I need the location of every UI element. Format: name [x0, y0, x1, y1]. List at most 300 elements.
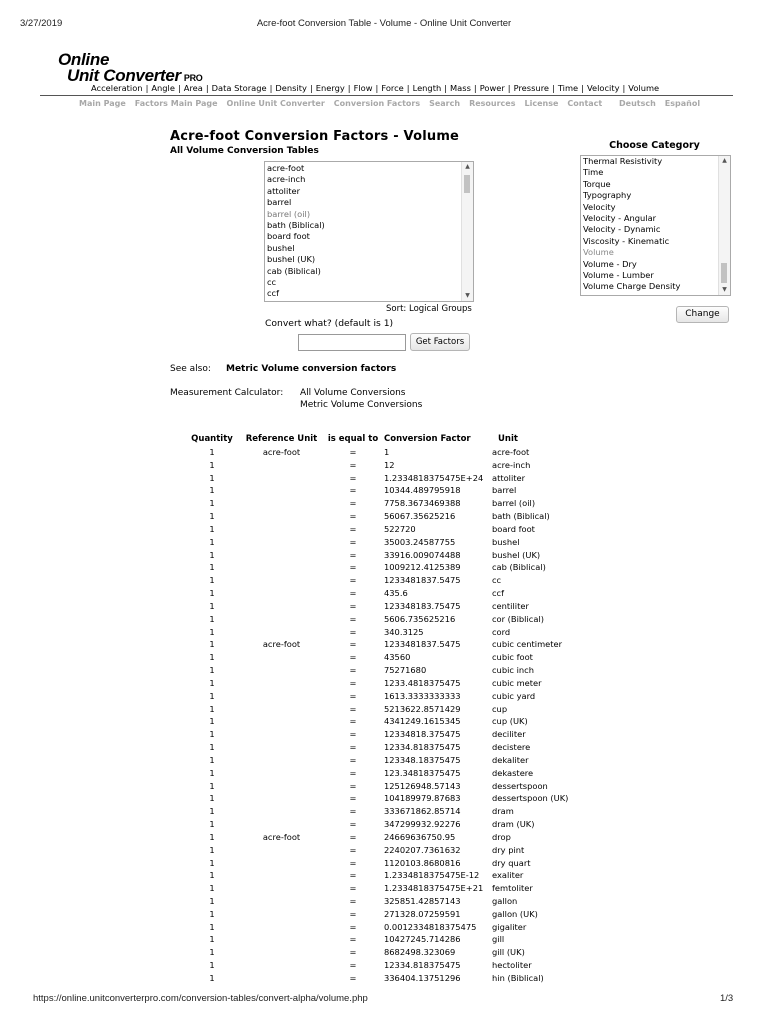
conversion-factor-cell: 5606.735625216: [384, 613, 456, 624]
language-link-1[interactable]: Español: [664, 99, 701, 108]
category-option[interactable]: Volume - Dry: [583, 258, 637, 269]
unit-option[interactable]: barrel: [267, 197, 292, 208]
category-link-data-storage[interactable]: Data Storage: [211, 83, 267, 93]
unit-cell: bushel: [492, 536, 520, 547]
equals-cell: =: [349, 498, 357, 509]
reference-unit-cell: [239, 741, 324, 754]
conversion-factor-cell: 271328.07259591: [384, 908, 461, 919]
conversion-factor-cell: 75271680: [384, 665, 427, 676]
main-nav-link-main-page[interactable]: Main Page: [79, 99, 126, 108]
unit-list-scrollbar[interactable]: [461, 162, 473, 301]
category-list-scrollbar[interactable]: [718, 156, 730, 295]
change-button[interactable]: Change: [676, 306, 729, 323]
table-row: [185, 933, 618, 946]
conversion-factor-cell: 12: [384, 459, 395, 470]
equals-cell: =: [349, 703, 357, 714]
conversion-factor-cell: 522720: [384, 523, 416, 534]
table-row: [185, 818, 618, 831]
unit-cell: dry quart: [492, 857, 531, 868]
table-row: [185, 754, 618, 767]
nav-separator: |: [406, 83, 410, 93]
category-link-angle[interactable]: Angle: [151, 83, 175, 93]
quantity-cell: 1: [209, 652, 215, 663]
unit-option[interactable]: bushel (UK): [267, 254, 316, 265]
table-row: [185, 728, 618, 741]
header-conversion-factor: Conversion Factor: [384, 434, 471, 444]
see-also-label: See also:: [170, 364, 211, 374]
unit-cell: gallon (UK): [492, 908, 538, 919]
table-row: [185, 921, 618, 934]
unit-option[interactable]: attoliter: [267, 185, 301, 196]
table-header-row: [185, 432, 618, 446]
equals-cell: =: [349, 511, 357, 522]
table-row: [185, 857, 618, 870]
category-nav: [91, 83, 659, 93]
print-url: https://online.unitconverterpro.com/conversion-tables/convert-alpha/volume.php: [33, 993, 368, 1004]
unit-cell: exaliter: [492, 870, 524, 881]
quantity-cell: 1: [209, 819, 215, 830]
unit-option[interactable]: barrel (oil): [267, 208, 311, 219]
equals-cell: =: [349, 472, 357, 483]
table-row: [185, 844, 618, 857]
unit-cell: drop: [492, 831, 511, 842]
scroll-down-icon[interactable]: ▼: [722, 286, 727, 293]
table-row: [185, 459, 618, 472]
reference-unit-cell: [239, 946, 324, 959]
reference-unit-cell: [239, 908, 324, 921]
category-option[interactable]: Torque: [583, 178, 611, 189]
conversion-factor-cell: 5213622.8571429: [384, 703, 461, 714]
table-row: [185, 626, 618, 639]
main-nav-link-conversion-factors[interactable]: Conversion Factors: [333, 99, 421, 108]
nav-separator: |: [347, 83, 351, 93]
quantity-cell: 1: [209, 472, 215, 483]
equals-cell: =: [349, 883, 357, 894]
equals-cell: =: [349, 806, 357, 817]
unit-cell: deciliter: [492, 729, 526, 740]
table-row: [185, 549, 618, 562]
quantity-cell: 1: [209, 921, 215, 932]
table-row: [185, 690, 618, 703]
scroll-up-icon[interactable]: ▲: [465, 163, 470, 170]
table-row: [185, 510, 618, 523]
unit-cell: acre-inch: [492, 459, 531, 470]
category-link-pressure[interactable]: Pressure: [513, 83, 550, 93]
table-row: [185, 536, 618, 549]
unit-cell: cor (Biblical): [492, 613, 544, 624]
quantity-cell: 1: [209, 703, 215, 714]
unit-cell: dekaliter: [492, 754, 529, 765]
nav-separator: |: [581, 83, 584, 93]
quantity-cell: 1: [209, 729, 215, 740]
unit-cell: gill: [492, 934, 505, 945]
reference-unit-cell: [239, 767, 324, 780]
conversion-factor-cell: 347299932.92276: [384, 819, 461, 830]
unit-cell: dram: [492, 806, 514, 817]
category-link-area[interactable]: Area: [183, 83, 203, 93]
unit-cell: cubic meter: [492, 677, 542, 688]
table-row: [185, 574, 618, 587]
metric-volume-conversions-link[interactable]: Metric Volume Conversions: [300, 400, 423, 410]
category-link-power[interactable]: Power: [479, 83, 505, 93]
reference-unit-cell: acre-foot: [262, 447, 301, 457]
equals-cell: =: [349, 742, 357, 753]
table-row: [185, 677, 618, 690]
conversion-factor-cell: 0.0012334818375475: [384, 921, 477, 932]
quantity-cell: 1: [209, 459, 215, 470]
conversion-factor-cell: 1120103.8680816: [384, 857, 461, 868]
conversion-factor-cell: 7758.3673469388: [384, 498, 461, 509]
header-reference-unit: Reference Unit: [245, 434, 318, 444]
nav-separator: |: [177, 83, 181, 93]
equals-cell: =: [349, 575, 357, 586]
equals-cell: =: [349, 447, 357, 457]
equals-cell: =: [349, 588, 357, 599]
table-row: [185, 869, 618, 882]
conversion-factor-cell: 56067.35625216: [384, 511, 456, 522]
unit-option[interactable]: bath (Biblical): [267, 220, 325, 231]
category-listbox[interactable]: [580, 155, 731, 296]
table-row: [185, 497, 618, 510]
unit-cell: barrel (oil): [492, 498, 536, 509]
quantity-cell: 1: [209, 562, 215, 573]
quantity-cell: 1: [209, 883, 215, 894]
unit-cell: cord: [492, 626, 511, 637]
unit-option[interactable]: board foot: [267, 231, 310, 242]
main-nav-link-license[interactable]: License: [524, 99, 559, 108]
quantity-cell: 1: [209, 780, 215, 791]
main-nav-link-contact[interactable]: Contact: [567, 99, 603, 108]
metric-volume-link[interactable]: Metric Volume conversion factors: [226, 364, 397, 374]
conversion-factor-cell: 123.34818375475: [384, 767, 461, 778]
conversion-factor-cell: 125126948.57143: [384, 780, 461, 791]
equals-cell: =: [349, 793, 357, 804]
conversion-factor-cell: 1.2334818375475E+24: [384, 472, 484, 483]
equals-cell: =: [349, 754, 357, 765]
quantity-cell: 1: [209, 536, 215, 547]
category-link-force[interactable]: Force: [381, 83, 404, 93]
equals-cell: =: [349, 960, 357, 971]
table-row: [185, 972, 618, 985]
category-option[interactable]: Velocity: [583, 201, 616, 212]
reference-unit-cell: [239, 613, 324, 626]
quantity-cell: 1: [209, 498, 215, 509]
category-link-time[interactable]: Time: [557, 83, 579, 93]
unit-option[interactable]: ccf: [267, 288, 280, 299]
conversion-factor-cell: 1.2334818375475E-12: [384, 870, 480, 881]
conversion-factor-cell: 12334.818375475: [384, 742, 461, 753]
table-row: [185, 715, 618, 728]
sort-label[interactable]: Sort: Logical Groups: [386, 304, 472, 314]
category-link-acceleration[interactable]: Acceleration: [91, 83, 143, 93]
equals-cell: =: [349, 921, 357, 932]
quantity-cell: 1: [209, 626, 215, 637]
quantity-cell: 1: [209, 639, 215, 650]
convert-label: Convert what? (default is 1): [265, 318, 394, 329]
unit-cell: hectoliter: [492, 960, 532, 971]
table-row: [185, 703, 618, 716]
reference-unit-cell: [239, 869, 324, 882]
quantity-cell: 1: [209, 523, 215, 534]
nav-separator: |: [473, 83, 477, 93]
table-row: [185, 561, 618, 574]
reference-unit-cell: [239, 459, 324, 472]
conversion-factor-cell: 10344.489795918: [384, 485, 461, 496]
reference-unit-cell: [239, 664, 324, 677]
reference-unit-cell: [239, 703, 324, 716]
unit-option[interactable]: cab (Biblical): [267, 265, 321, 276]
language-link-0[interactable]: Deutsch: [619, 99, 656, 108]
table-row: [185, 882, 618, 895]
table-row: [185, 472, 618, 485]
conversion-factor-cell: 336404.13751296: [384, 972, 461, 983]
quantity-cell: 1: [209, 831, 215, 842]
unit-option[interactable]: acre-inch: [267, 174, 306, 185]
reference-unit-cell: [239, 600, 324, 613]
unit-cell: ccf: [492, 588, 505, 599]
convert-amount-input[interactable]: [298, 334, 406, 351]
conversion-factor-cell: 325851.42857143: [384, 895, 461, 906]
category-option[interactable]: Volume Charge Density: [583, 281, 681, 292]
unit-cell: dessertspoon: [492, 780, 548, 791]
conversion-factor-cell: 1.2334818375475E+21: [384, 883, 484, 894]
reference-unit-cell: [239, 690, 324, 703]
unit-listbox[interactable]: [264, 161, 474, 302]
table-row: [185, 638, 618, 651]
equals-cell: =: [349, 895, 357, 906]
unit-option[interactable]: bushel: [267, 242, 295, 253]
table-row: [185, 946, 618, 959]
equals-cell: =: [349, 690, 357, 701]
category-option[interactable]: Velocity - Angular: [583, 213, 657, 224]
unit-cell: cubic centimeter: [492, 639, 563, 650]
conversion-factor-cell: 1233481837.5475: [384, 575, 461, 586]
table-row: [185, 767, 618, 780]
equals-cell: =: [349, 652, 357, 663]
unit-cell: dram (UK): [492, 819, 535, 830]
conversion-factor-cell: 1233481837.5475: [384, 639, 461, 650]
reference-unit-cell: [239, 728, 324, 741]
conversion-factor-cell: 1009212.4125389: [384, 562, 461, 573]
quantity-cell: 1: [209, 908, 215, 919]
main-nav-link-factors-main-page[interactable]: Factors Main Page: [134, 99, 218, 108]
quantity-cell: 1: [209, 485, 215, 496]
unit-cell: dry pint: [492, 844, 525, 855]
category-option[interactable]: Volume - Lumber: [583, 270, 654, 281]
measurement-calculator-label: Measurement Calculator:: [170, 388, 284, 398]
reference-unit-cell: [239, 510, 324, 523]
unit-cell: femtoliter: [492, 883, 533, 894]
print-page-number: 1/3: [720, 993, 734, 1004]
equals-cell: =: [349, 857, 357, 868]
equals-cell: =: [349, 780, 357, 791]
quantity-cell: 1: [209, 934, 215, 945]
category-link-length[interactable]: Length: [412, 83, 442, 93]
category-option[interactable]: Thermal Resistivity: [583, 156, 663, 166]
main-nav-link-online-unit-converter[interactable]: Online Unit Converter: [226, 99, 325, 108]
conversion-factor-cell: 435.6: [384, 588, 408, 599]
category-option[interactable]: Time: [583, 167, 604, 178]
unit-cell: gill (UK): [492, 947, 525, 958]
page-title: Acre-foot Conversion Factors - Volume: [170, 129, 460, 144]
nav-separator: |: [205, 83, 209, 93]
table-row: [185, 523, 618, 536]
conversion-factor-cell: 333671862.85714: [384, 806, 461, 817]
equals-cell: =: [349, 729, 357, 740]
conversion-table: [185, 432, 618, 985]
reference-unit-cell: [239, 972, 324, 985]
equals-cell: =: [349, 716, 357, 727]
quantity-cell: 1: [209, 844, 215, 855]
equals-cell: =: [349, 819, 357, 830]
category-link-density[interactable]: Density: [275, 83, 307, 93]
category-link-energy[interactable]: Energy: [315, 83, 345, 93]
unit-cell: cup: [492, 703, 508, 714]
equals-cell: =: [349, 844, 357, 855]
main-nav: [79, 99, 611, 108]
equals-cell: =: [349, 767, 357, 778]
choose-category-title: Choose Category: [609, 140, 700, 151]
equals-cell: =: [349, 459, 357, 470]
nav-separator: |: [622, 83, 626, 93]
reference-unit-cell: acre-foot: [262, 831, 301, 842]
conversion-factor-cell: 24669636750.95: [384, 831, 456, 842]
equals-cell: =: [349, 549, 357, 560]
conversion-factor-cell: 12334.818375475: [384, 960, 461, 971]
table-row: [185, 792, 618, 805]
site-logo[interactable]: [58, 50, 202, 86]
table-row: [185, 446, 618, 459]
category-option[interactable]: Volume: [583, 247, 614, 258]
unit-cell: bath (Biblical): [492, 511, 550, 522]
equals-cell: =: [349, 665, 357, 676]
reference-unit-cell: [239, 561, 324, 574]
logo-pro: PRO: [183, 73, 203, 83]
unit-cell: cup (UK): [492, 716, 528, 727]
quantity-cell: 1: [209, 716, 215, 727]
unit-cell: cubic foot: [492, 652, 533, 663]
equals-cell: =: [349, 600, 357, 611]
conversion-factor-cell: 4341249.1615345: [384, 716, 461, 727]
unit-cell: board foot: [492, 523, 535, 534]
print-date: 3/27/2019: [20, 18, 63, 29]
category-option[interactable]: Typography: [583, 190, 632, 201]
all-volume-conversions-link[interactable]: All Volume Conversions: [300, 388, 406, 398]
quantity-cell: 1: [209, 972, 215, 983]
conversion-factor-cell: 33916.009074488: [384, 549, 461, 560]
main-nav-link-search[interactable]: Search: [429, 99, 461, 108]
main-nav-link-resources[interactable]: Resources: [469, 99, 516, 108]
quantity-cell: 1: [209, 806, 215, 817]
table-row: [185, 959, 618, 972]
quantity-cell: 1: [209, 613, 215, 624]
category-link-volume[interactable]: Volume: [628, 83, 660, 93]
header-unit: Unit: [498, 434, 518, 444]
reference-unit-cell: [239, 536, 324, 549]
unit-cell: cc: [492, 575, 502, 586]
table-row: [185, 895, 618, 908]
quantity-cell: 1: [209, 511, 215, 522]
table-row: [185, 613, 618, 626]
unit-cell: cubic yard: [492, 690, 536, 701]
reference-unit-cell: [239, 818, 324, 831]
quantity-cell: 1: [209, 793, 215, 804]
category-link-velocity[interactable]: Velocity: [586, 83, 620, 93]
reference-unit-cell: [239, 574, 324, 587]
quantity-cell: 1: [209, 677, 215, 688]
equals-cell: =: [349, 934, 357, 945]
table-row: [185, 831, 618, 844]
category-link-mass[interactable]: Mass: [450, 83, 471, 93]
nav-separator: |: [269, 83, 273, 93]
quantity-cell: 1: [209, 742, 215, 753]
table-row: [185, 600, 618, 613]
table-row: [185, 908, 618, 921]
equals-cell: =: [349, 947, 357, 958]
category-option[interactable]: Velocity - Dynamic: [583, 224, 661, 235]
scroll-up-icon[interactable]: ▲: [722, 157, 727, 164]
reference-unit-cell: [239, 549, 324, 562]
subtitle: All Volume Conversion Tables: [170, 146, 319, 156]
quantity-cell: 1: [209, 767, 215, 778]
category-link-flow[interactable]: Flow: [353, 83, 373, 93]
quantity-cell: 1: [209, 575, 215, 586]
get-factors-button[interactable]: Get Factors: [410, 333, 470, 351]
equals-cell: =: [349, 536, 357, 547]
unit-cell: dekastere: [492, 767, 534, 778]
unit-option[interactable]: acre-foot: [267, 163, 305, 173]
reference-unit-cell: [239, 844, 324, 857]
quantity-cell: 1: [209, 754, 215, 765]
conversion-factor-cell: 104189979.87683: [384, 793, 461, 804]
conversion-factor-cell: 10427245.714286: [384, 934, 461, 945]
reference-unit-cell: [239, 959, 324, 972]
print-title: Acre-foot Conversion Table - Volume - Online Unit Converter: [256, 18, 512, 29]
table-row: [185, 484, 618, 497]
equals-cell: =: [349, 972, 357, 983]
reference-unit-cell: [239, 484, 324, 497]
reference-unit-cell: [239, 677, 324, 690]
equals-cell: =: [349, 831, 357, 842]
reference-unit-cell: [239, 754, 324, 767]
conversion-factor-cell: 43560: [384, 652, 411, 663]
unit-cell: cab (Biblical): [492, 562, 546, 573]
table-row: [185, 805, 618, 818]
header-divider: [40, 95, 733, 96]
category-option[interactable]: Viscosity - Kinematic: [583, 235, 670, 246]
unit-cell: gallon: [492, 895, 518, 906]
conversion-factor-cell: 123348183.75475: [384, 600, 461, 611]
scroll-down-icon[interactable]: ▼: [465, 292, 470, 299]
equals-cell: =: [349, 562, 357, 573]
reference-unit-cell: [239, 933, 324, 946]
unit-cell: hin (Biblical): [492, 972, 544, 983]
conversion-factor-cell: 1233.4818375475: [384, 677, 461, 688]
reference-unit-cell: [239, 472, 324, 485]
quantity-cell: 1: [209, 857, 215, 868]
nav-separator: |: [145, 83, 149, 93]
reference-unit-cell: acre-foot: [262, 639, 301, 650]
reference-unit-cell: [239, 857, 324, 870]
unit-cell: centiliter: [492, 600, 529, 611]
quantity-cell: 1: [209, 447, 215, 457]
unit-cell: dessertspoon (UK): [492, 793, 569, 804]
unit-option[interactable]: cc: [267, 277, 277, 288]
unit-cell: gigaliter: [492, 921, 527, 932]
nav-separator: |: [552, 83, 555, 93]
logo-line2: Unit Converter: [67, 66, 181, 85]
table-row: [185, 780, 618, 793]
